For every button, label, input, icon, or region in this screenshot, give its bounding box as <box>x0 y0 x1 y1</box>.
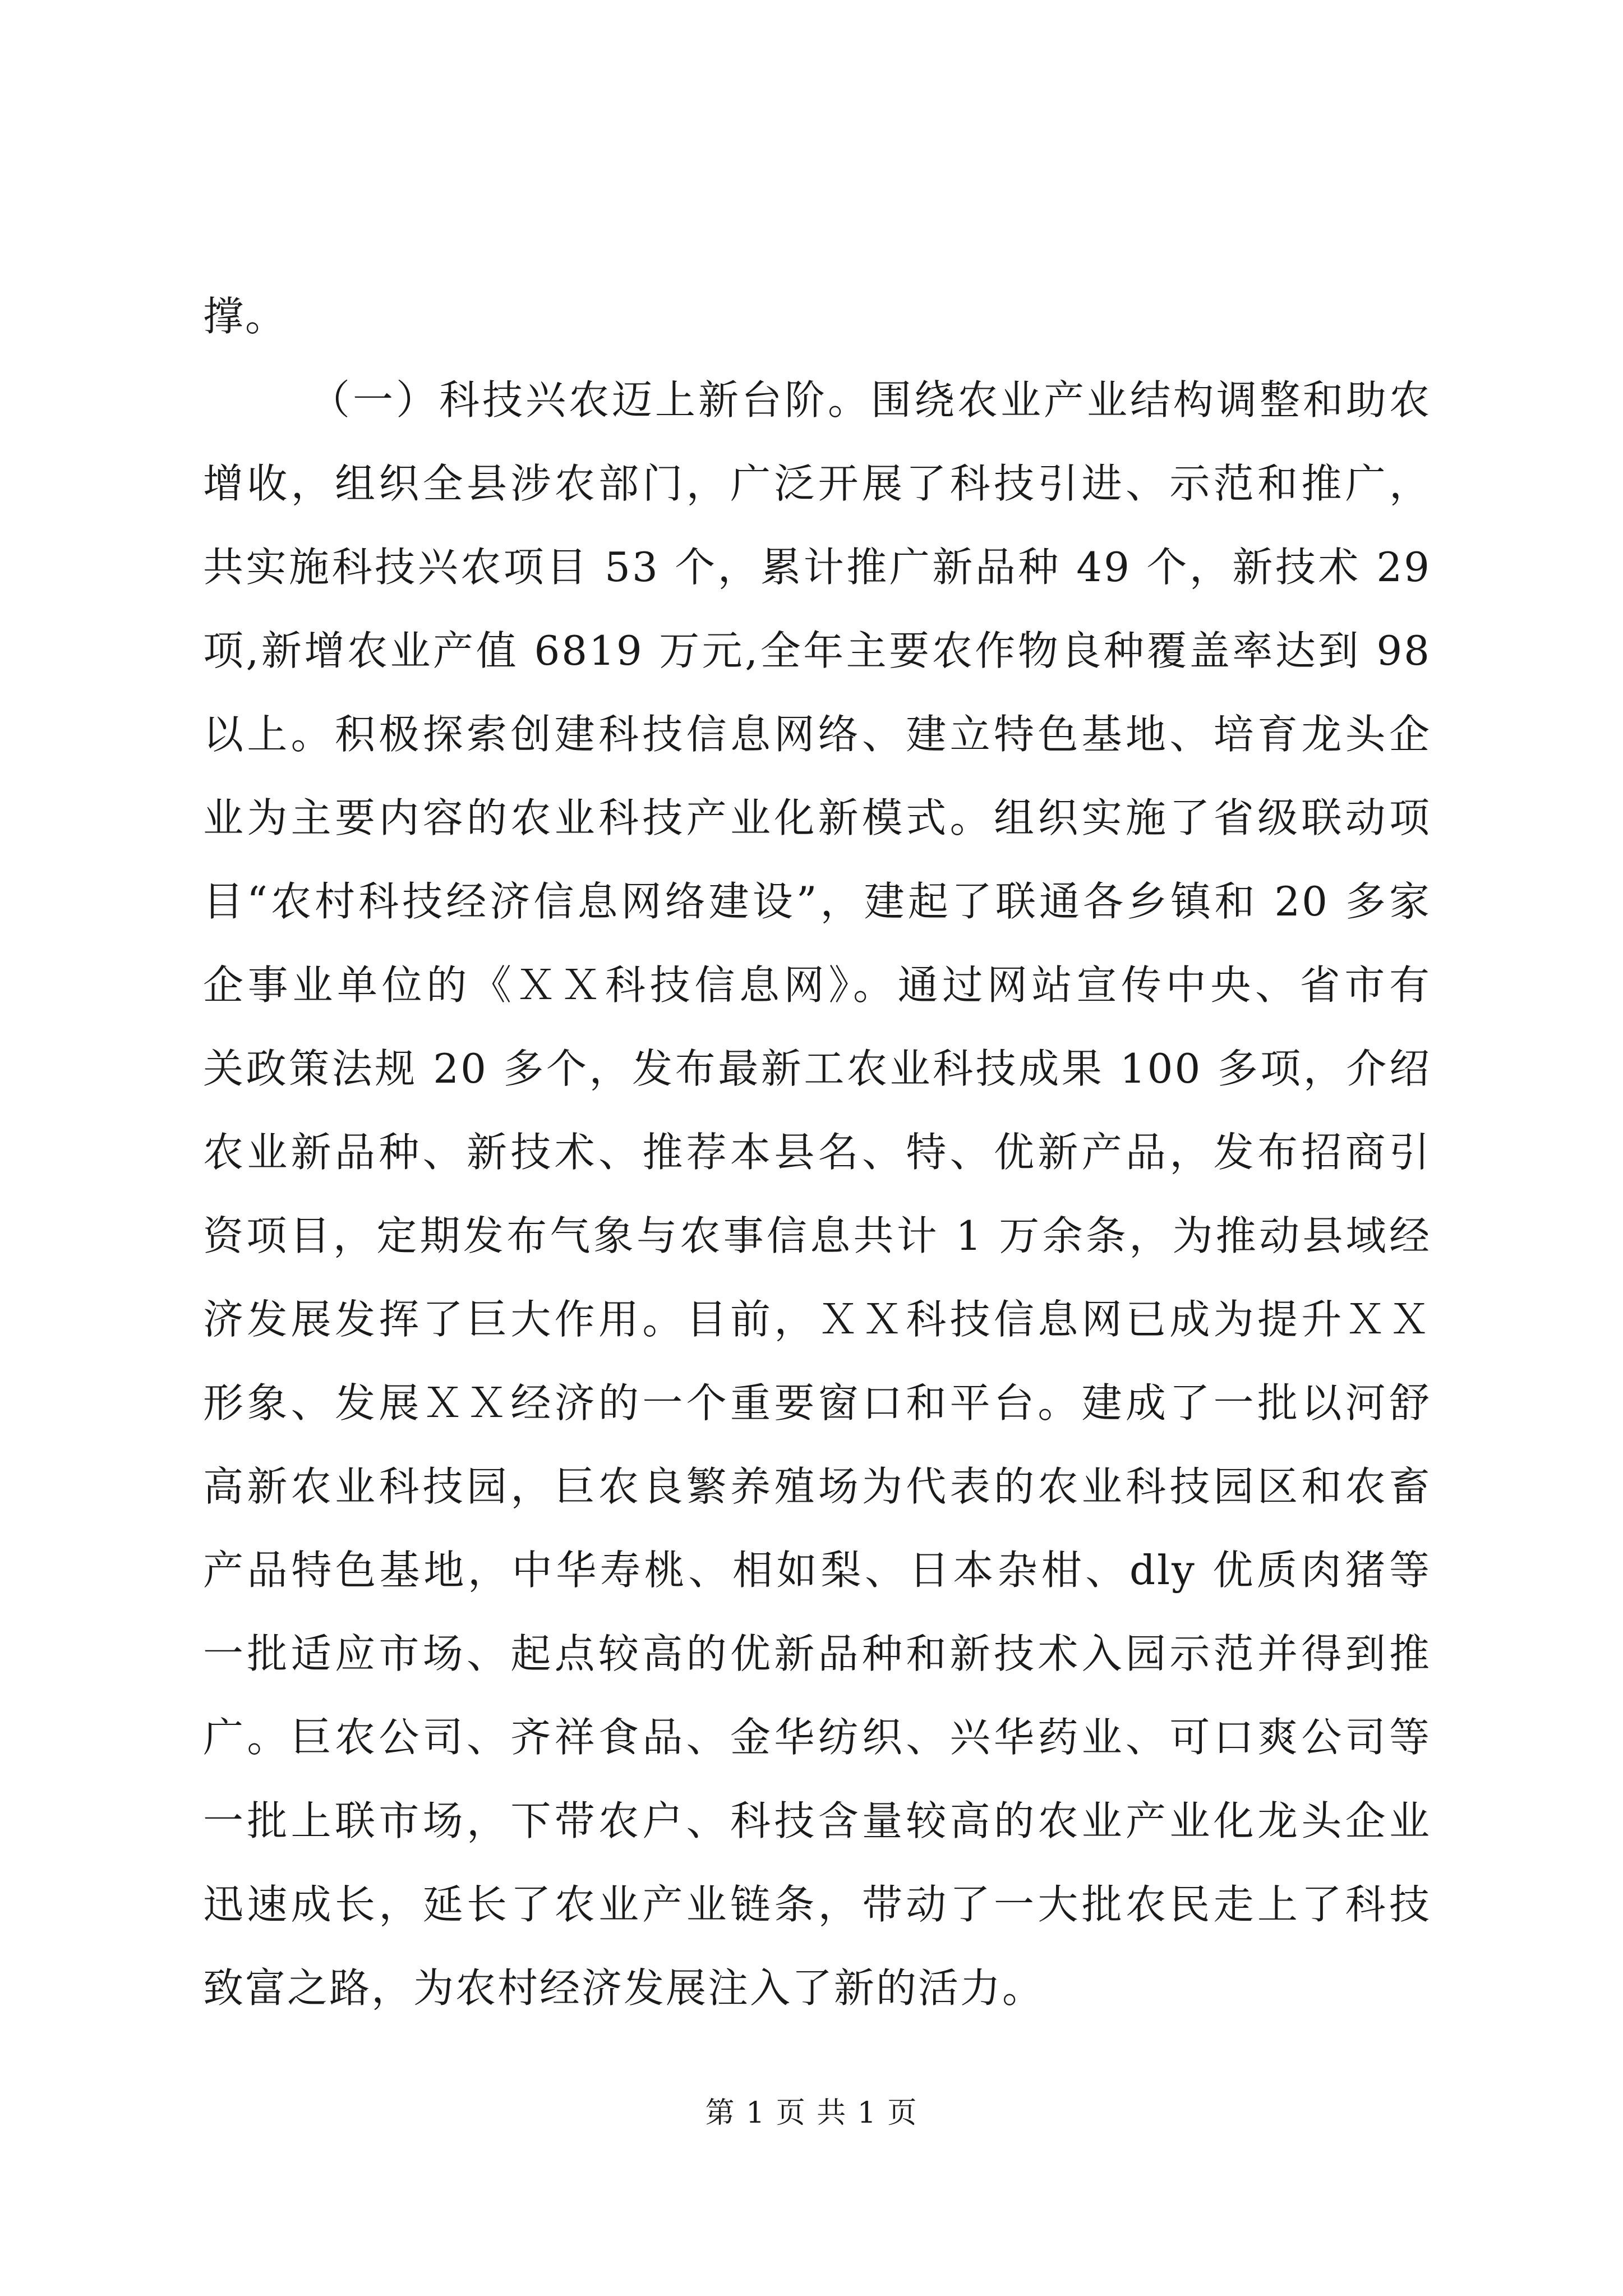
text-line: （一）科技兴农迈上新台阶。围绕农业产业结构调整和助农 <box>310 376 1431 424</box>
text-line: 广。巨农公司、齐祥食品、金华纺织、兴华药业、可口爽公司等 <box>203 1714 1431 1761</box>
text-line: 关政策法规 20 多个，发布最新工农业科技成果 100 多项，介绍 <box>203 1045 1431 1092</box>
body-text <box>203 275 1431 2030</box>
text-line: 企事业单位的《ＸＸ科技信息网》。通过网站宣传中央、省市有 <box>203 961 1431 1009</box>
text-line: 迅速成长，延长了农业产业链条，带动了一大批农民走上了科技 <box>203 1881 1431 1928</box>
text-line: 一批适应市场、起点较高的优新品种和新技术入园示范并得到推 <box>203 1630 1431 1677</box>
text-line: 高新农业科技园，巨农良繁养殖场为代表的农业科技园区和农畜 <box>203 1463 1431 1510</box>
text-line: 致富之路，为农村经济发展注入了新的活力。 <box>203 1964 1045 2012</box>
text-line: 农业新品种、新技术、推荐本县名、特、优新产品，发布招商引 <box>203 1129 1431 1176</box>
page-number-label: 第 1 页 共 1 页 <box>705 2096 918 2130</box>
text-line: 一批上联市场，下带农户、科技含量较高的农业产业化龙头企业 <box>203 1797 1431 1844</box>
text-line: 产品特色基地，中华寿桃、相如梨、日本杂柑、dly 优质肉猪等 <box>203 1547 1431 1594</box>
text-line: 项,新增农业产值 6819 万元,全年主要农作物良种覆盖率达到 98 <box>203 627 1431 674</box>
text-line: 共实施科技兴农项目 53 个，累计推广新品种 49 个，新技术 29 <box>203 544 1431 591</box>
text-line: 以上。积极探索创建科技信息网络、建立特色基地、培育龙头企 <box>203 711 1431 758</box>
text-line: 资项目，定期发布气象与农事信息共计 1 万余条，为推动县域经 <box>203 1212 1431 1259</box>
text-line: 撑。 <box>203 293 288 340</box>
page-footer <box>0 2093 1623 2133</box>
text-line: 增收，组织全县涉农部门，广泛开展了科技引进、示范和推广， <box>203 460 1431 507</box>
text-line: 形象、发展ＸＸ经济的一个重要窗口和平台。建成了一批以河舒 <box>203 1379 1431 1427</box>
text-line: 目“农村科技经济信息网络建设”，建起了联通各乡镇和 20 多家 <box>203 878 1431 925</box>
text-line: 济发展发挥了巨大作用。目前，ＸＸ科技信息网已成为提升ＸＸ <box>203 1296 1431 1343</box>
text-line: 业为主要内容的农业科技产业化新模式。组织实施了省级联动项 <box>203 794 1431 841</box>
